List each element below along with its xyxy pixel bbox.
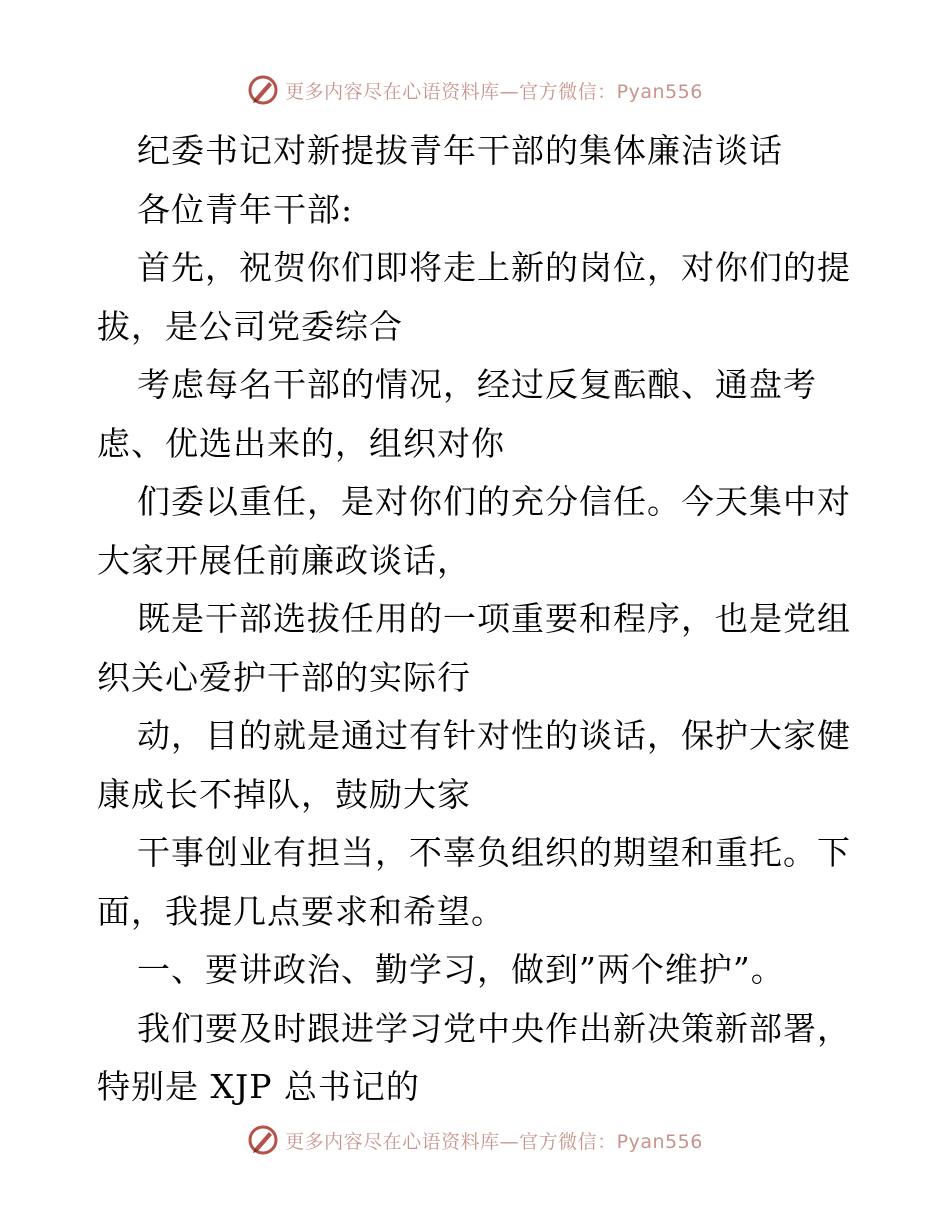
paragraph-line: 特别是 XJP 总书记的 [97, 1067, 420, 1106]
paragraph-line: 虑、优选出来的，组织对你 [97, 423, 505, 463]
pen-circle-logo-icon [247, 74, 279, 106]
pen-circle-logo-icon [247, 1124, 279, 1156]
section-heading: 一、要讲政治、勤学习，做到”两个维护”。 [137, 950, 785, 989]
paragraph-line: 各位青年干部: [137, 189, 354, 229]
footer-watermark-banner [0, 1120, 950, 1160]
paragraph-line: 既是干部选拔任用的一项重要和程序，也是党组 [137, 599, 851, 638]
paragraph-line: 动，目的就是通过有针对性的谈话，保护大家健 [137, 716, 851, 755]
header-watermark-banner [0, 70, 950, 110]
paragraph-line: 大家开展任前廉政谈话， [97, 540, 471, 580]
paragraph-line: 康成长不掉队，鼓励大家 [97, 774, 471, 814]
paragraph-line: 首先，祝贺你们即将走上新的岗位，对你们的提 [137, 248, 851, 287]
paragraph-line: 们委以重任，是对你们的充分信任。今天集中对 [137, 482, 851, 521]
paragraph-line: 面，我提几点要求和希望。 [97, 891, 505, 931]
paragraph-line: 织关心爱护干部的实际行 [97, 657, 471, 697]
paragraph-line: 我们要及时跟进学习党中央作出新决策新部署， [137, 1008, 851, 1048]
paragraph-line: 干事创业有担当，不辜负组织的期望和重托。下 [137, 833, 851, 872]
document-body [97, 122, 857, 1117]
footer-watermark-text: 更多内容尽在心语资料库—官方微信：Pyan556 [285, 1130, 703, 1153]
paragraph-line: 拔，是公司党委综合 [97, 306, 403, 346]
header-watermark-text: 更多内容尽在心语资料库—官方微信：Pyan556 [285, 80, 703, 103]
paragraph-line: 考虑每名干部的情况，经过反复酝酿、通盘考 [137, 365, 817, 404]
document-title: 纪委书记对新提拔青年干部的集体廉洁谈话 [137, 131, 783, 170]
